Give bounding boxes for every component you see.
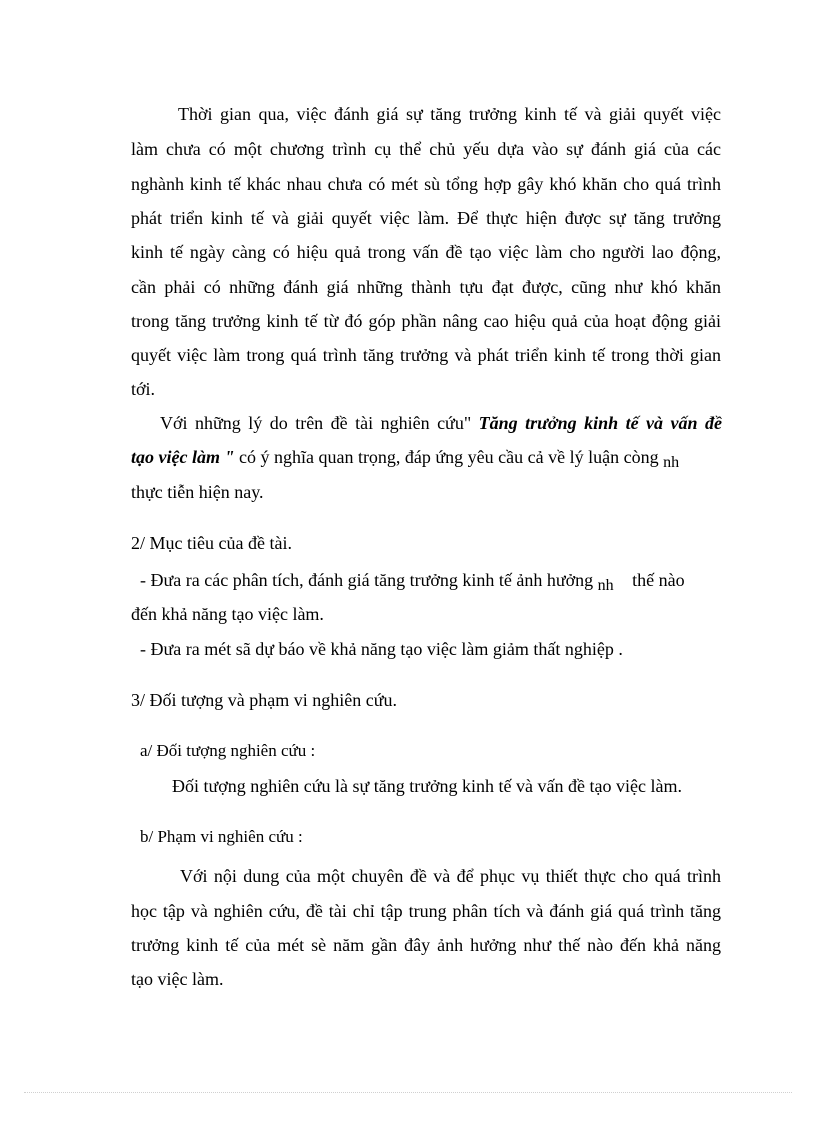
intro-line-9: tới.: [131, 379, 156, 399]
scope-line-2: học tập và nghiên cứu, đề tài chỉ tập trung phân tích và đánh giá quá trình tăng: [131, 901, 721, 921]
section3-heading: 3/ Đối tượng và phạm vi nghiên cứu.: [131, 690, 397, 710]
reason-line-2: [131, 447, 679, 469]
reason-line-3: thực tiễn hiện nay.: [131, 482, 264, 502]
objective-bullet-1-text: - Đưa ra các phân tích, đánh giá tăng trưởng kinh tế ảnh hưởng: [140, 570, 594, 590]
intro-line-7: trong tăng trưởng kinh tế từ đó góp phần nâng cao hiệu quả của hoạt động giải: [131, 311, 721, 331]
intro-line-1: Thời gian qua, việc đánh giá sự tăng trưởng kinh tế và giải quyết việc: [178, 104, 721, 124]
intro-line-4: phát triển kinh tế và giải quyết việc làm. Để thực hiện được sự tăng trưởng: [131, 208, 721, 228]
reason-prefix: Với những lý do trên đề tài nghiên cứu": [160, 413, 472, 433]
reason-suffix: có ý nghĩa quan trọng, đáp ứng yêu cầu cả về lý luận còng: [234, 447, 659, 467]
subsection-b-heading: b/ Phạm vi nghiên cứu :: [140, 827, 303, 846]
objective-bullet-1-tail: thế nào: [632, 570, 685, 590]
section2-heading: 2/ Mục tiêu của đề tài.: [131, 533, 292, 553]
objective-bullet-1-nh: nh: [597, 577, 614, 594]
scope-line-3: trưởng kinh tế của mét sè năm gần đây ảnh hưởng như thế nào đến khả năng: [131, 935, 721, 955]
intro-line-2: làm chưa có một chương trình cụ thể chủ yếu dựa vào sự đánh giá của các: [131, 139, 721, 159]
page-bottom-divider: [24, 1092, 792, 1093]
topic-title-part2: tạo việc làm ": [131, 447, 235, 467]
objective-bullet-1: [140, 570, 685, 592]
intro-line-3: nghành kinh tế khác nhau chưa có mét sù tổng hợp gây khó khăn cho quá trình: [131, 174, 721, 194]
intro-line-5: kinh tế ngày càng có hiệu quả trong vấn đề tạo việc làm cho người lao động,: [131, 242, 721, 262]
intro-line-6: cần phải có những đánh giá những thành tựu đạt được, cũng như khó khăn: [131, 277, 721, 297]
topic-title-part1: Tăng trưởng kinh tế và vấn đề: [471, 413, 722, 433]
objective-bullet-2: - Đưa ra mét sã dự báo về khả năng tạo việc làm giảm thất nghiệp .: [140, 639, 623, 659]
subsection-a-heading: a/ Đối tượng nghiên cứu :: [140, 741, 316, 760]
subsection-a-text: Đối tượng nghiên cứu là sự tăng trưởng kinh tế và vấn đề tạo việc làm.: [172, 776, 682, 796]
objective-bullet-1-cont: đến khả năng tạo việc làm.: [131, 604, 324, 624]
scope-line-4: tạo việc làm.: [131, 969, 224, 989]
reason-nh: nh: [663, 454, 680, 471]
scope-line-1: Với nội dung của một chuyên đề và để phục vụ thiết thực cho quá trình: [180, 866, 721, 886]
reason-line-1: [160, 413, 722, 433]
intro-line-8: quyết việc làm trong quá trình tăng trưởng và phát triển kinh tế trong thời gian: [131, 345, 721, 365]
